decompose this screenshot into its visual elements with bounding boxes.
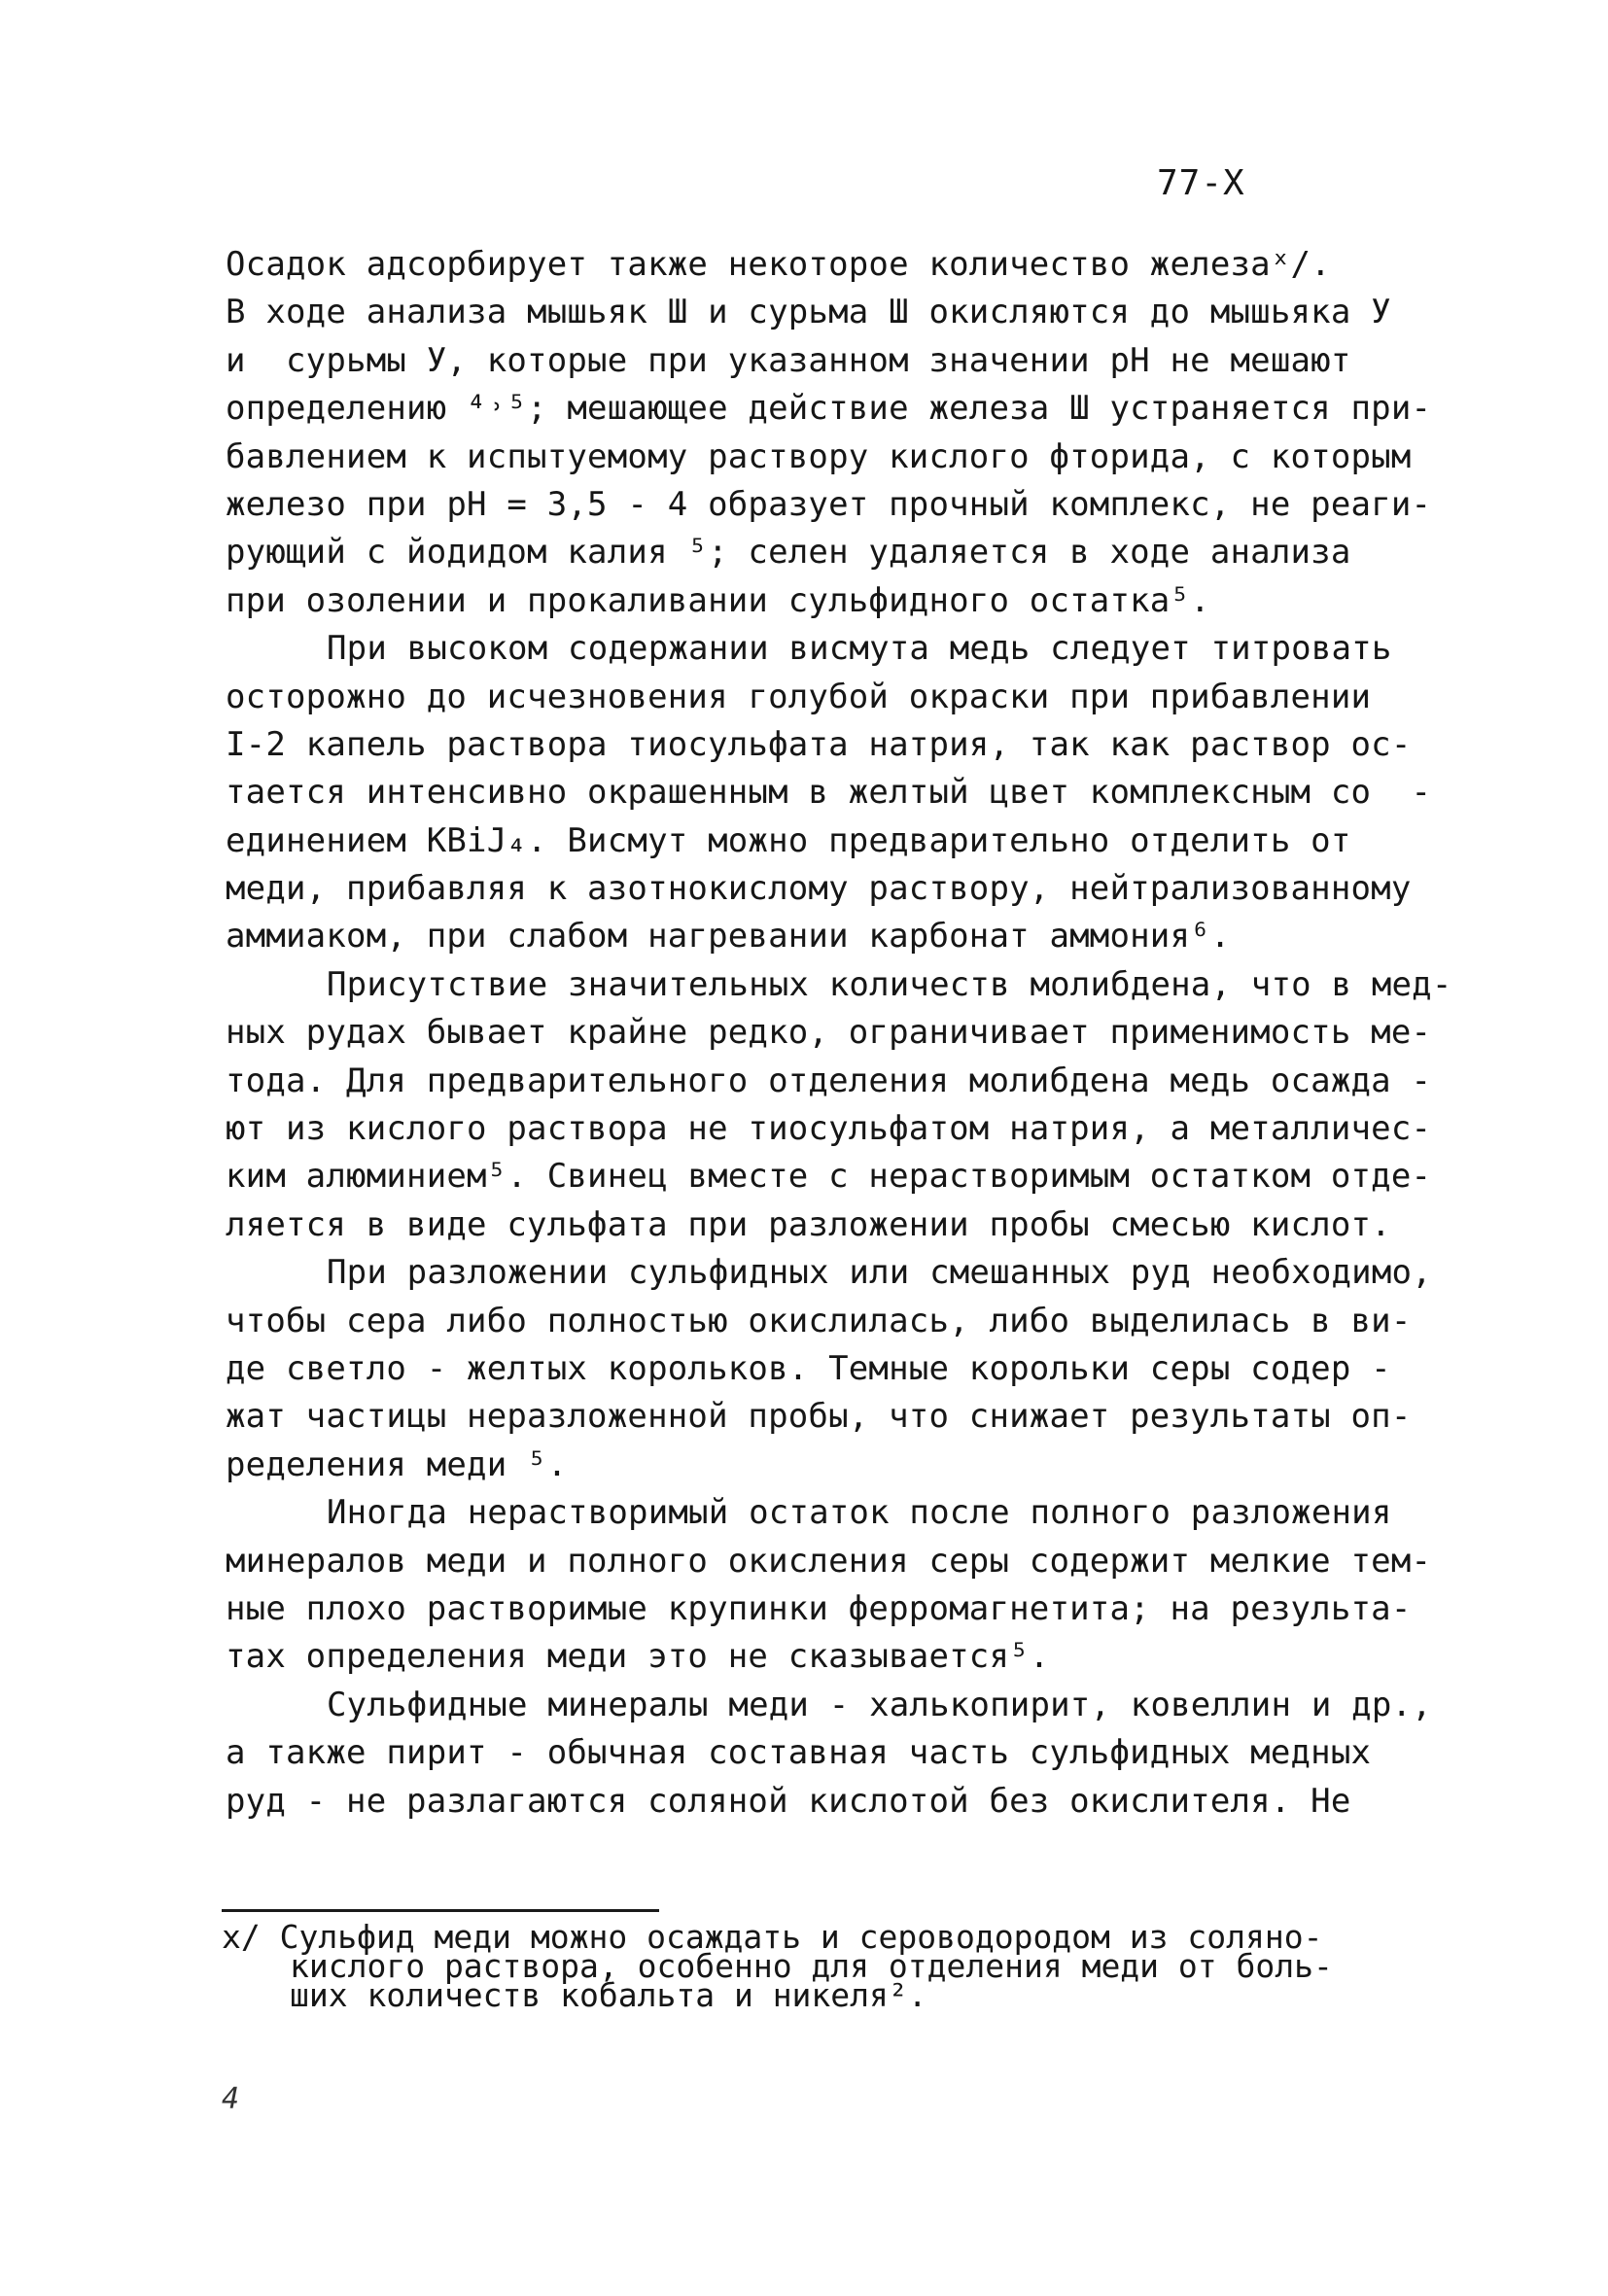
text-line: а также пирит - обычная составная часть сульфидных медных [226,1733,1372,1773]
footnote [222,1918,1437,2014]
text-line: железо при рН = 3,5 - 4 образует прочный комплекс, не реаги- [226,484,1432,524]
text-line: меди, прибавляя к азотнокислому раствору, нейтрализованному [226,869,1412,909]
text-line: чтобы сера либо полностью окислилась, либо выделилась в ви- [226,1301,1412,1340]
text-line: ляется в виде сульфата при разложении пробы смесью кислот. [226,1204,1391,1244]
text-line: де светло - желтых корольков. Темные корольки серы содер - [226,1348,1391,1388]
text-line: ким алюминием⁵. Свинец вместе с нерастворимым остатком отде- [226,1157,1432,1197]
text-line: минералов меди и полного окисления серы содержит мелкие тем- [226,1541,1432,1581]
text-line: ных рудах бывает крайне редко, ограничивает применимость ме- [226,1013,1432,1053]
text-line: При высоком содержании висмута медь следует титровать [327,629,1392,669]
text-line: руд - не разлагаются соляной кислотой без окислителя. Не [226,1781,1351,1821]
text-line: ределения меди ⁵. [226,1444,568,1484]
text-line: I-2 капель раствора тиосульфата натрия, так как раствор ос- [226,724,1412,764]
text-line: Осадок адсорбирует также некоторое количество железаˣ/. [226,245,1331,284]
footnote-line: x/ Сульфид меди можно осаждать и сероводородом из соляно- [222,1918,1323,1956]
text-line: рующий с йодидом калия ⁵; селен удаляется в ходе анализа [226,533,1351,573]
handwritten-page-mark: 4 [222,2082,240,2116]
text-line: и сурьмы У, которые при указанном значении рН не мешают [226,340,1351,380]
text-line: бавлением к испытуемому раствору кислого фторида, с которым [226,436,1412,476]
text-line: Присутствие значительных количеств молибдена, что в мед- [327,964,1452,1004]
text-line: при озолении и прокаливании сульфидного остатка⁵. [226,580,1210,620]
text-line: единением KBiJ₄. Висмут можно предварительно отделить от [226,820,1351,860]
text-line: определению ⁴˒⁵; мешающее действие железа Ш устраняется при- [226,389,1432,429]
footnote-divider [222,1909,659,1912]
text-line: Иногда нерастворимый остаток после полного разложения [327,1493,1392,1533]
text-line: Сульфидные минералы меди - халькопирит, ковеллин и др., [327,1685,1432,1724]
footnote-line: кислого раствора, особенно для отделения меди от боль- [290,1947,1333,1985]
text-line: При разложении сульфидных или смешанных руд необходимо, [327,1253,1432,1293]
text-line: В ходе анализа мышьяк Ш и сурьма Ш окисляются до мышьяка У [226,293,1391,332]
text-line: тода. Для предварительного отделения молибдена медь осажда - [226,1061,1432,1100]
text-line: ют из кислого раствора не тиосульфатом натрия, а металличес- [226,1109,1432,1149]
text-line: тается интенсивно окрашенным в желтый цвет комплексным со - [226,773,1432,813]
text-line: аммиаком, при слабом нагревании карбонат аммония⁶. [226,917,1231,957]
text-line: ные плохо растворимые крупинки ферромагнетита; на результа- [226,1588,1412,1628]
text-line: тах определения меди это не сказывается⁵. [226,1637,1050,1677]
footnote-line: ших количеств кобальта и никеля². [290,1976,927,2014]
text-line: осторожно до исчезновения голубой окраски при прибавлении [226,677,1372,716]
page-number: 77-X [1157,163,1245,203]
main-text [226,241,1452,1826]
text-line: жат частицы неразложенной пробы, что снижает результаты оп- [226,1397,1412,1437]
